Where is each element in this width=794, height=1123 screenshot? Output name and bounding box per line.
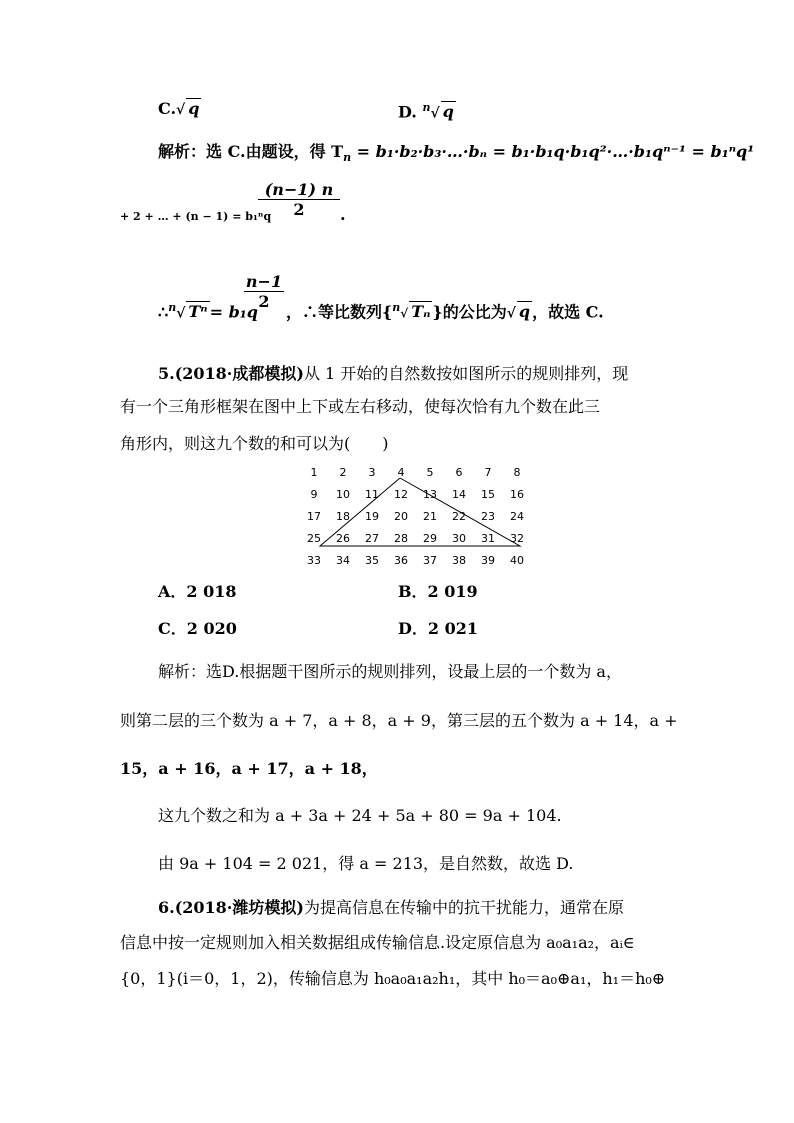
q5-line3: 角形内，则这九个数的和可以为( ) bbox=[120, 434, 389, 453]
grid-cell: 8 bbox=[513, 466, 521, 479]
grid-cell: 30 bbox=[452, 532, 466, 545]
grid-cell: 7 bbox=[484, 466, 492, 479]
grid-cell: 27 bbox=[365, 532, 379, 545]
grid-cell: 13 bbox=[423, 488, 437, 501]
grid-cell: 6 bbox=[455, 466, 463, 479]
grid-cell: 24 bbox=[510, 510, 524, 523]
sol4-fraction-1: (n−1) n 2 bbox=[258, 180, 340, 219]
q5-option-d[interactable]: D．2 021 bbox=[398, 619, 478, 638]
grid-cell: 36 bbox=[394, 554, 408, 567]
q5-solution-line2: 则第二层的三个数为 a + 7，a + 8，a + 9，第三层的五个数为 a + 14，a + bbox=[120, 711, 678, 730]
grid-cell: 12 bbox=[394, 488, 408, 501]
sol4-line2: + 2 + … + (n − 1) = b₁ⁿq bbox=[120, 210, 272, 223]
grid-cell: 20 bbox=[394, 510, 408, 523]
q5-line2: 有一个三角形框架在图中上下或左右移动，使每次恰有九个数在此三 bbox=[120, 397, 601, 416]
sol4-line3: ∴$^n$√ Tⁿ = b₁q bbox=[158, 301, 258, 322]
sol4-line3-rest: ，∴等比数列{$^n$√ Tₙ }的公比为√ q ，故选 C. bbox=[286, 301, 604, 322]
prev-option-d: D. $^n$√ q bbox=[398, 101, 454, 122]
grid-cell: 1 bbox=[310, 466, 318, 479]
q5-solution-line5: 由 9a + 104 = 2 021，得 a = 213，是自然数，故选 D. bbox=[158, 854, 574, 873]
grid-cell: 37 bbox=[423, 554, 437, 567]
q5-line1: 5.(2018·成都模拟)从 1 开始的自然数按如图所示的规则排列，现 bbox=[158, 364, 629, 383]
q6-line1: 6.(2018·潍坊模拟)为提高信息在传输中的抗干扰能力，通常在原 bbox=[158, 898, 624, 917]
grid-cell: 3 bbox=[368, 466, 376, 479]
sol4-line1: 解析：选 C.由题设，得 $T_n$ = b₁·b₂·b₃·…·bₙ = b₁·b₁q·b₁q²·…·b₁qⁿ⁻¹ = b₁ⁿq¹ bbox=[158, 142, 755, 165]
sol4-fraction-2: n−1 2 bbox=[245, 272, 283, 311]
grid-cell: 33 bbox=[307, 554, 321, 567]
grid-cell: 38 bbox=[452, 554, 466, 567]
grid-cell: 35 bbox=[365, 554, 379, 567]
grid-cell: 18 bbox=[336, 510, 350, 523]
grid-cell: 29 bbox=[423, 532, 437, 545]
grid-cell: 26 bbox=[336, 532, 350, 545]
grid-cell: 10 bbox=[336, 488, 350, 501]
prev-option-c: C.√ q bbox=[158, 99, 200, 118]
q5-option-b[interactable]: B．2 019 bbox=[398, 582, 478, 601]
grid-cell: 39 bbox=[481, 554, 495, 567]
grid-cell: 31 bbox=[481, 532, 495, 545]
grid-cell: 4 bbox=[397, 466, 405, 479]
grid-cell: 23 bbox=[481, 510, 495, 523]
q5-solution-line3: 15，a + 16，a + 17，a + 18， bbox=[120, 759, 378, 778]
grid-cell: 19 bbox=[365, 510, 379, 523]
q5-option-a[interactable]: A．2 018 bbox=[158, 582, 237, 601]
grid-cell: 25 bbox=[307, 532, 321, 545]
grid-cell: 22 bbox=[452, 510, 466, 523]
grid-cell: 34 bbox=[336, 554, 350, 567]
q6-line3: {0，1}(i＝0，1，2)，传输信息为 h₀a₀a₁a₂h₁，其中 h₀＝a₀⊕a₁，h₁＝h₀⊕ bbox=[120, 969, 666, 988]
grid-cell: 15 bbox=[481, 488, 495, 501]
q5-option-c[interactable]: C．2 020 bbox=[158, 619, 237, 638]
grid-cell: 14 bbox=[452, 488, 466, 501]
grid-cell: 9 bbox=[310, 488, 318, 501]
grid-cell: 16 bbox=[510, 488, 524, 501]
q6-line2: 信息中按一定规则加入相关数据组成传输信息.设定原信息为 a₀a₁a₂，aᵢ∈ bbox=[120, 933, 635, 952]
grid-cell: 40 bbox=[510, 554, 524, 567]
sol4-line2-end: . bbox=[340, 205, 346, 224]
q5-solution-line1: 解析：选D.根据题干图所示的规则排列，设最上层的一个数为 a， bbox=[158, 662, 622, 681]
number-grid bbox=[300, 466, 540, 566]
grid-cell: 11 bbox=[365, 488, 379, 501]
grid-cell: 17 bbox=[307, 510, 321, 523]
grid-cell: 28 bbox=[394, 532, 408, 545]
grid-cell: 5 bbox=[426, 466, 434, 479]
q5-solution-line4: 这九个数之和为 a + 3a + 24 + 5a + 80 = 9a + 104. bbox=[158, 806, 562, 825]
grid-cell: 2 bbox=[339, 466, 347, 479]
grid-cell: 32 bbox=[510, 532, 524, 545]
grid-cell: 21 bbox=[423, 510, 437, 523]
